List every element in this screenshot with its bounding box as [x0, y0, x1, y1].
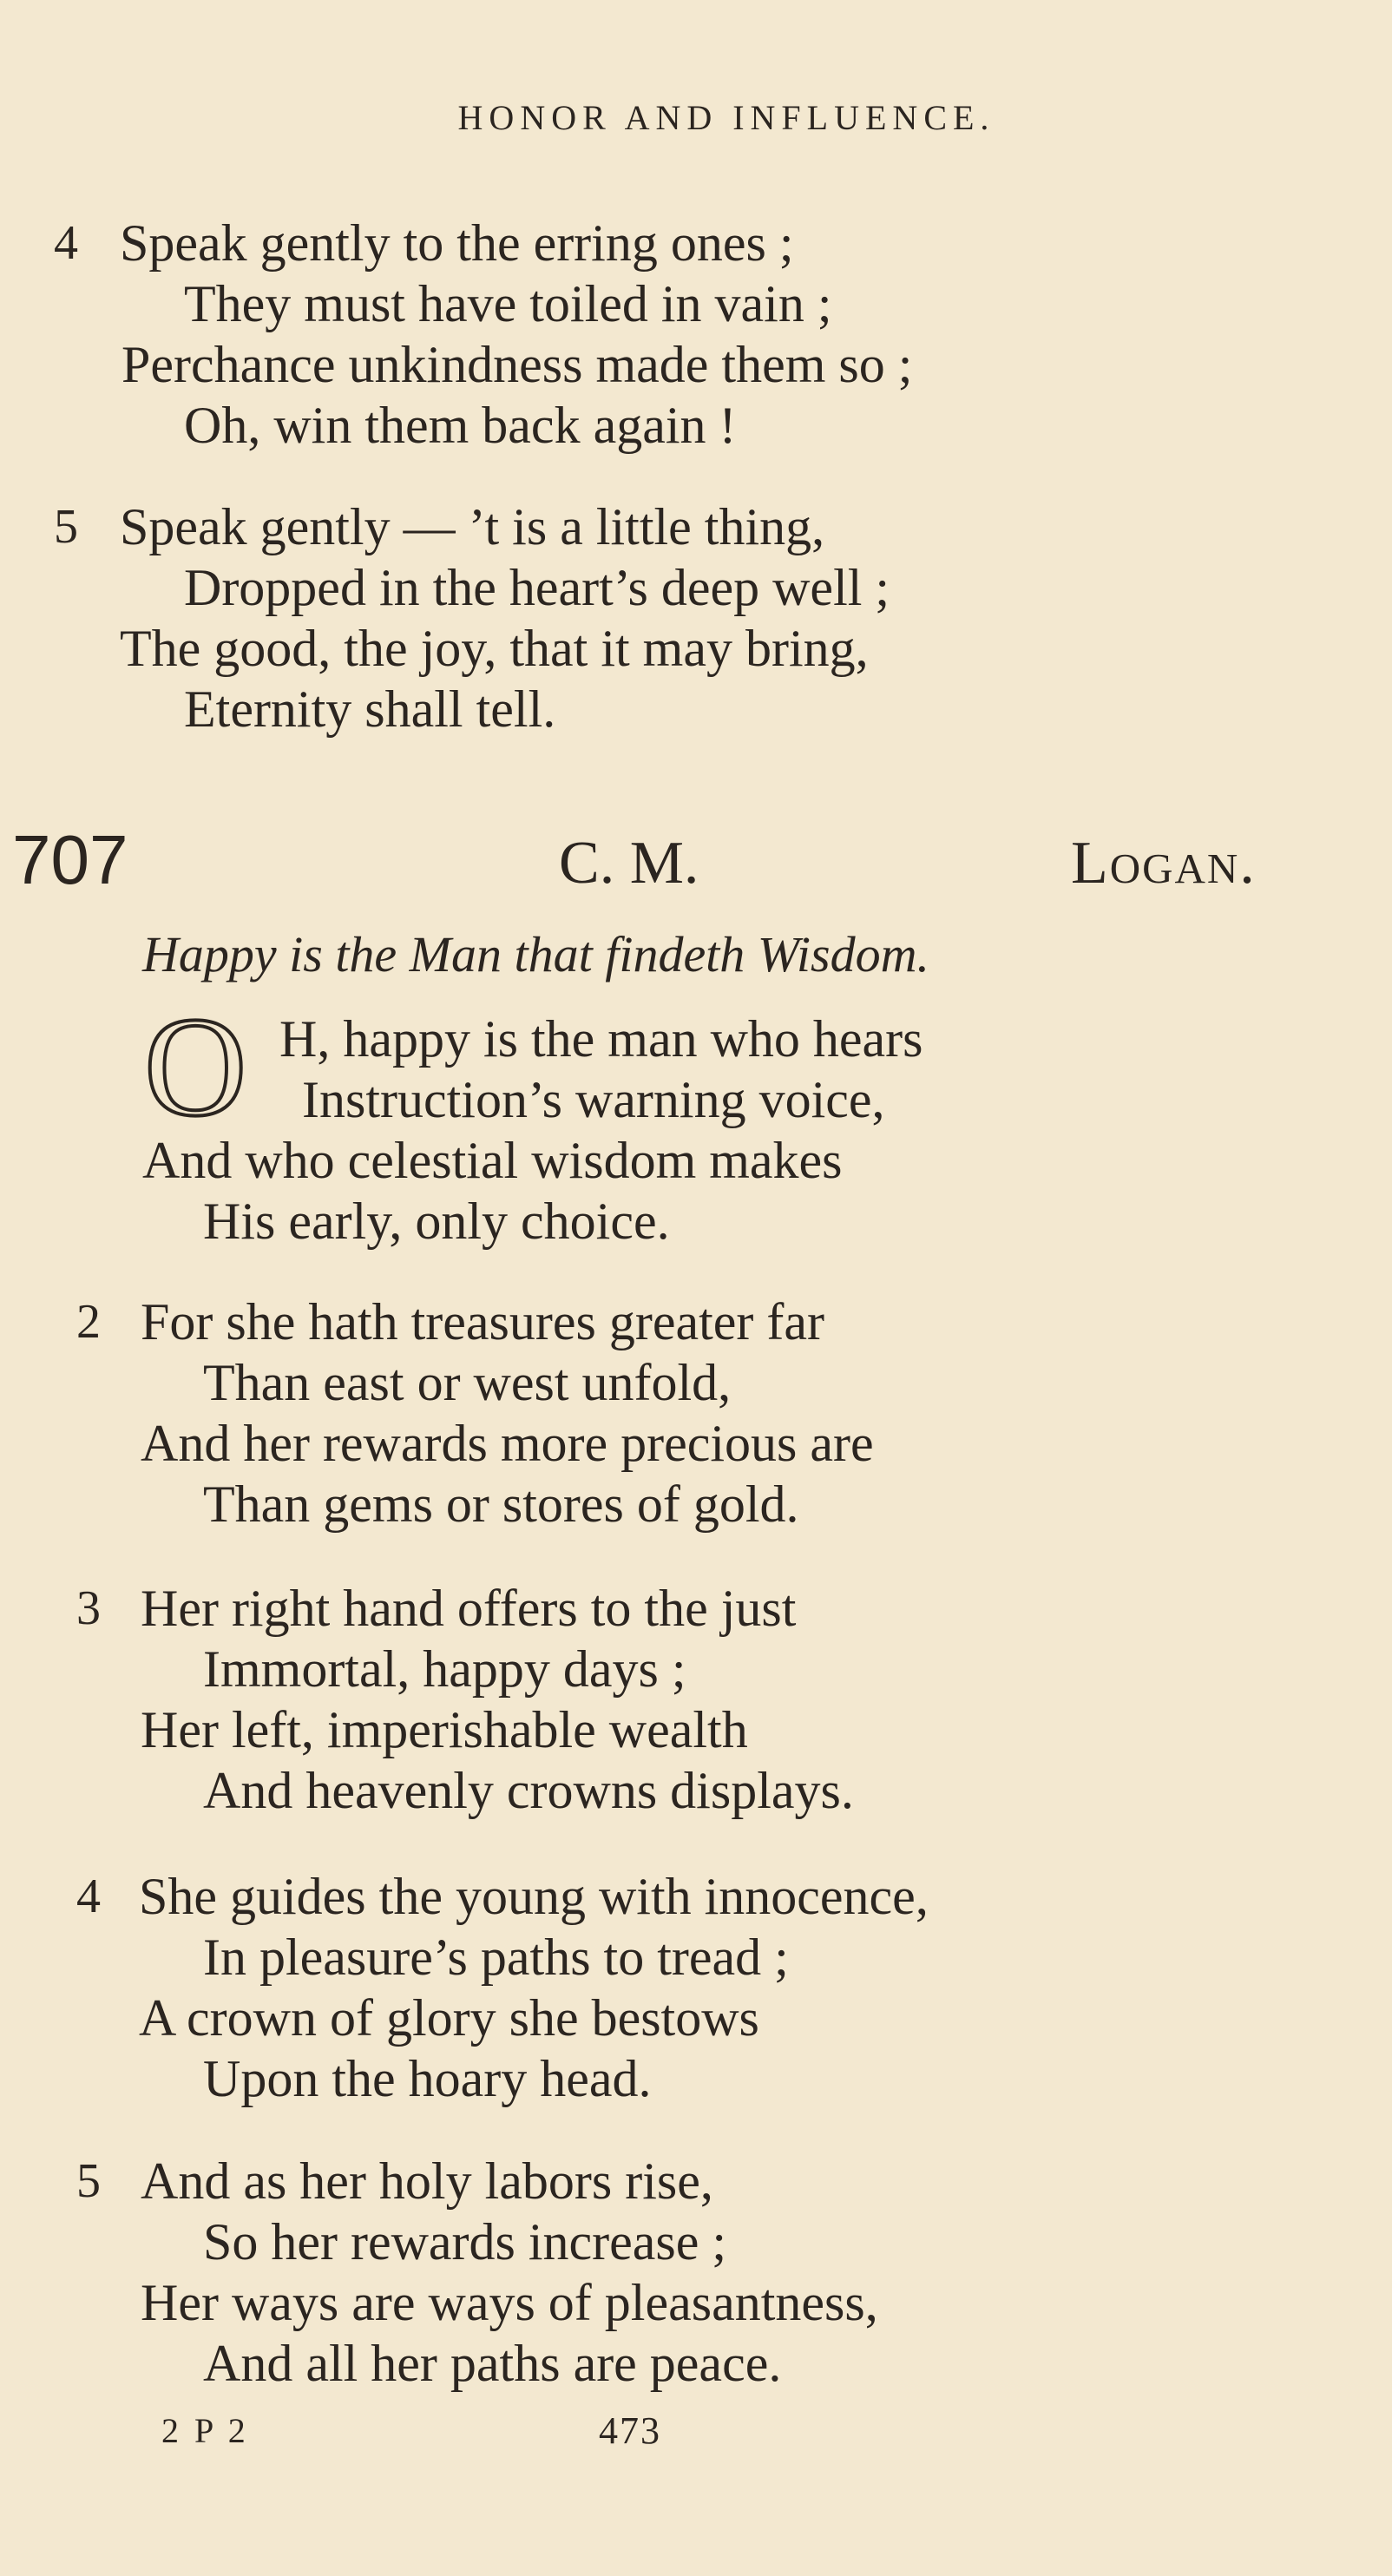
stanza-number: 5 [76, 2154, 101, 2208]
page-number: 473 [599, 2409, 661, 2452]
stanza-line: Oh, win them back again ! [184, 397, 737, 454]
drop-cap: O [144, 989, 247, 1146]
stanza-line: For she hath treasures greater far [141, 1293, 824, 1350]
stanza-line: In pleasure’s paths to tread ; [203, 1929, 789, 1986]
stanza-line: H, happy is the man who hears [279, 1010, 923, 1068]
stanza-number: 4 [54, 216, 78, 270]
stanza-line: And heavenly crowns displays. [203, 1762, 854, 1819]
stanza-line: Than east or west unfold, [203, 1354, 732, 1411]
hymn-title: Happy is the Man that findeth Wisdom. [142, 926, 929, 982]
signature-mark: 2 P 2 [161, 2411, 249, 2450]
stanza-line: So her rewards increase ; [203, 2213, 727, 2270]
hymn-tune: Logan. [1071, 830, 1257, 897]
stanza-line: Speak gently — ’t is a little thing, [120, 498, 825, 555]
stanza-line: And her rewards more precious are [141, 1415, 874, 1472]
stanza-number: 2 [76, 1295, 101, 1349]
stanza-line: She guides the young with innocence, [139, 1868, 929, 1925]
stanza-line: And as her holy labors rise, [141, 2152, 713, 2210]
stanza-line: Instruction’s warning voice, [302, 1071, 885, 1128]
stanza-line: The good, the joy, that it may bring, [120, 620, 869, 677]
stanza-line: Dropped in the heart’s deep well ; [184, 559, 890, 616]
hymn-meter: C. M. [559, 830, 699, 897]
running-head: HONOR AND INFLUENCE. [457, 98, 995, 137]
stanza-line: And who celestial wisdom makes [142, 1132, 843, 1189]
stanza-line: A crown of glory she bestows [139, 1989, 759, 2047]
stanza-number: 3 [76, 1581, 101, 1635]
stanza-line: Immortal, happy days ; [203, 1640, 686, 1698]
stanza-line: Than gems or stores of gold. [203, 1475, 799, 1533]
stanza-line: Her ways are ways of pleasantness, [141, 2274, 878, 2331]
stanza-number: 4 [76, 1870, 101, 1923]
stanza-line: And all her paths are peace. [203, 2335, 782, 2392]
stanza-line: His early, only choice. [203, 1193, 670, 1250]
hymn-number: 707 [12, 821, 128, 898]
stanza-line: Speak gently to the erring ones ; [120, 214, 794, 272]
stanza-line: Upon the hoary head. [203, 2050, 652, 2107]
stanza-line: They must have toiled in vain ; [184, 275, 832, 332]
stanza-line: Eternity shall tell. [184, 680, 556, 738]
stanza-line: Her right hand offers to the just [141, 1580, 797, 1637]
stanza-line: Her left, imperishable wealth [141, 1701, 748, 1758]
stanza-line: Perchance unkindness made them so ; [121, 336, 913, 393]
stanza-number: 5 [54, 500, 78, 554]
